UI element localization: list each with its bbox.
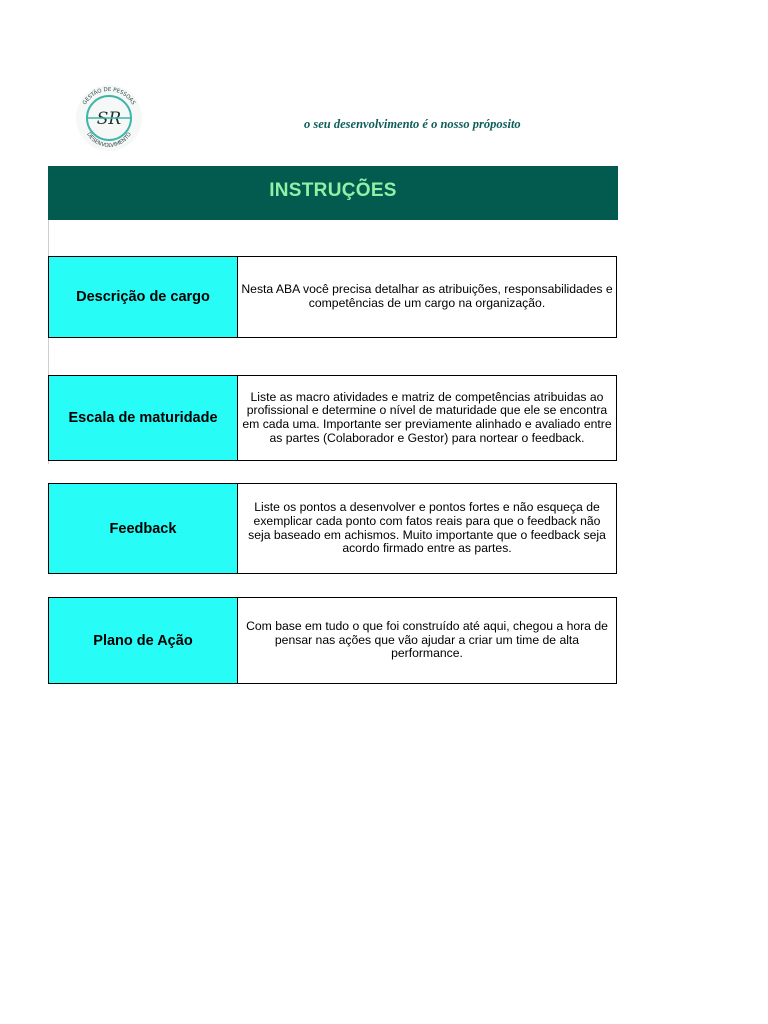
instruction-row-plano-de-acao: [48, 597, 617, 684]
logo-ring-top: GESTÃO DE PESSOAS: [81, 86, 137, 107]
row-description: Liste as macro atividades e matriz de competências atribuidas ao profissional e determine o nível de maturidade que ele se encontra em cada uma. Importante ser previamente alinhado e avaliado entre as partes (Colaborador e Gestor) para nortear o feedback.: [238, 376, 616, 460]
instructions-header: [48, 166, 618, 220]
row-description: Nesta ABA você precisa detalhar as atribuições, responsabilidades e competências de um cargo na organização.: [238, 257, 616, 337]
row-description: Com base em tudo o que foi construído até aqui, chegou a hora de pensar nas ações que vão ajudar a criar um time de alta performance.: [238, 598, 616, 683]
row-label: Plano de Ação: [49, 598, 238, 683]
instruction-row-escala-de-maturidade: [48, 375, 617, 461]
page-title: INSTRUÇÕES: [269, 180, 397, 201]
instruction-row-feedback: [48, 483, 617, 574]
row-label: Escala de maturidade: [49, 376, 238, 460]
logo-initials: SR: [96, 109, 122, 129]
row-description: Liste os pontos a desenvolver e pontos fortes e não esqueça de exemplicar cada ponto com fatos reais para que o feedback não seja baseado em achismos. Muito importante que o feedback seja acordo firmado entre as partes.: [238, 484, 616, 573]
logo: [60, 76, 152, 156]
instruction-row-descricao-de-cargo: [48, 256, 617, 338]
row-label: Feedback: [49, 484, 238, 573]
row-label: Descrição de cargo: [49, 257, 238, 337]
tagline: o seu desenvolvimento é o nosso próposito: [304, 117, 521, 131]
logo-ring-bottom: DESENVOLVIMENTO: [85, 131, 133, 150]
logo-icon: [60, 76, 152, 156]
